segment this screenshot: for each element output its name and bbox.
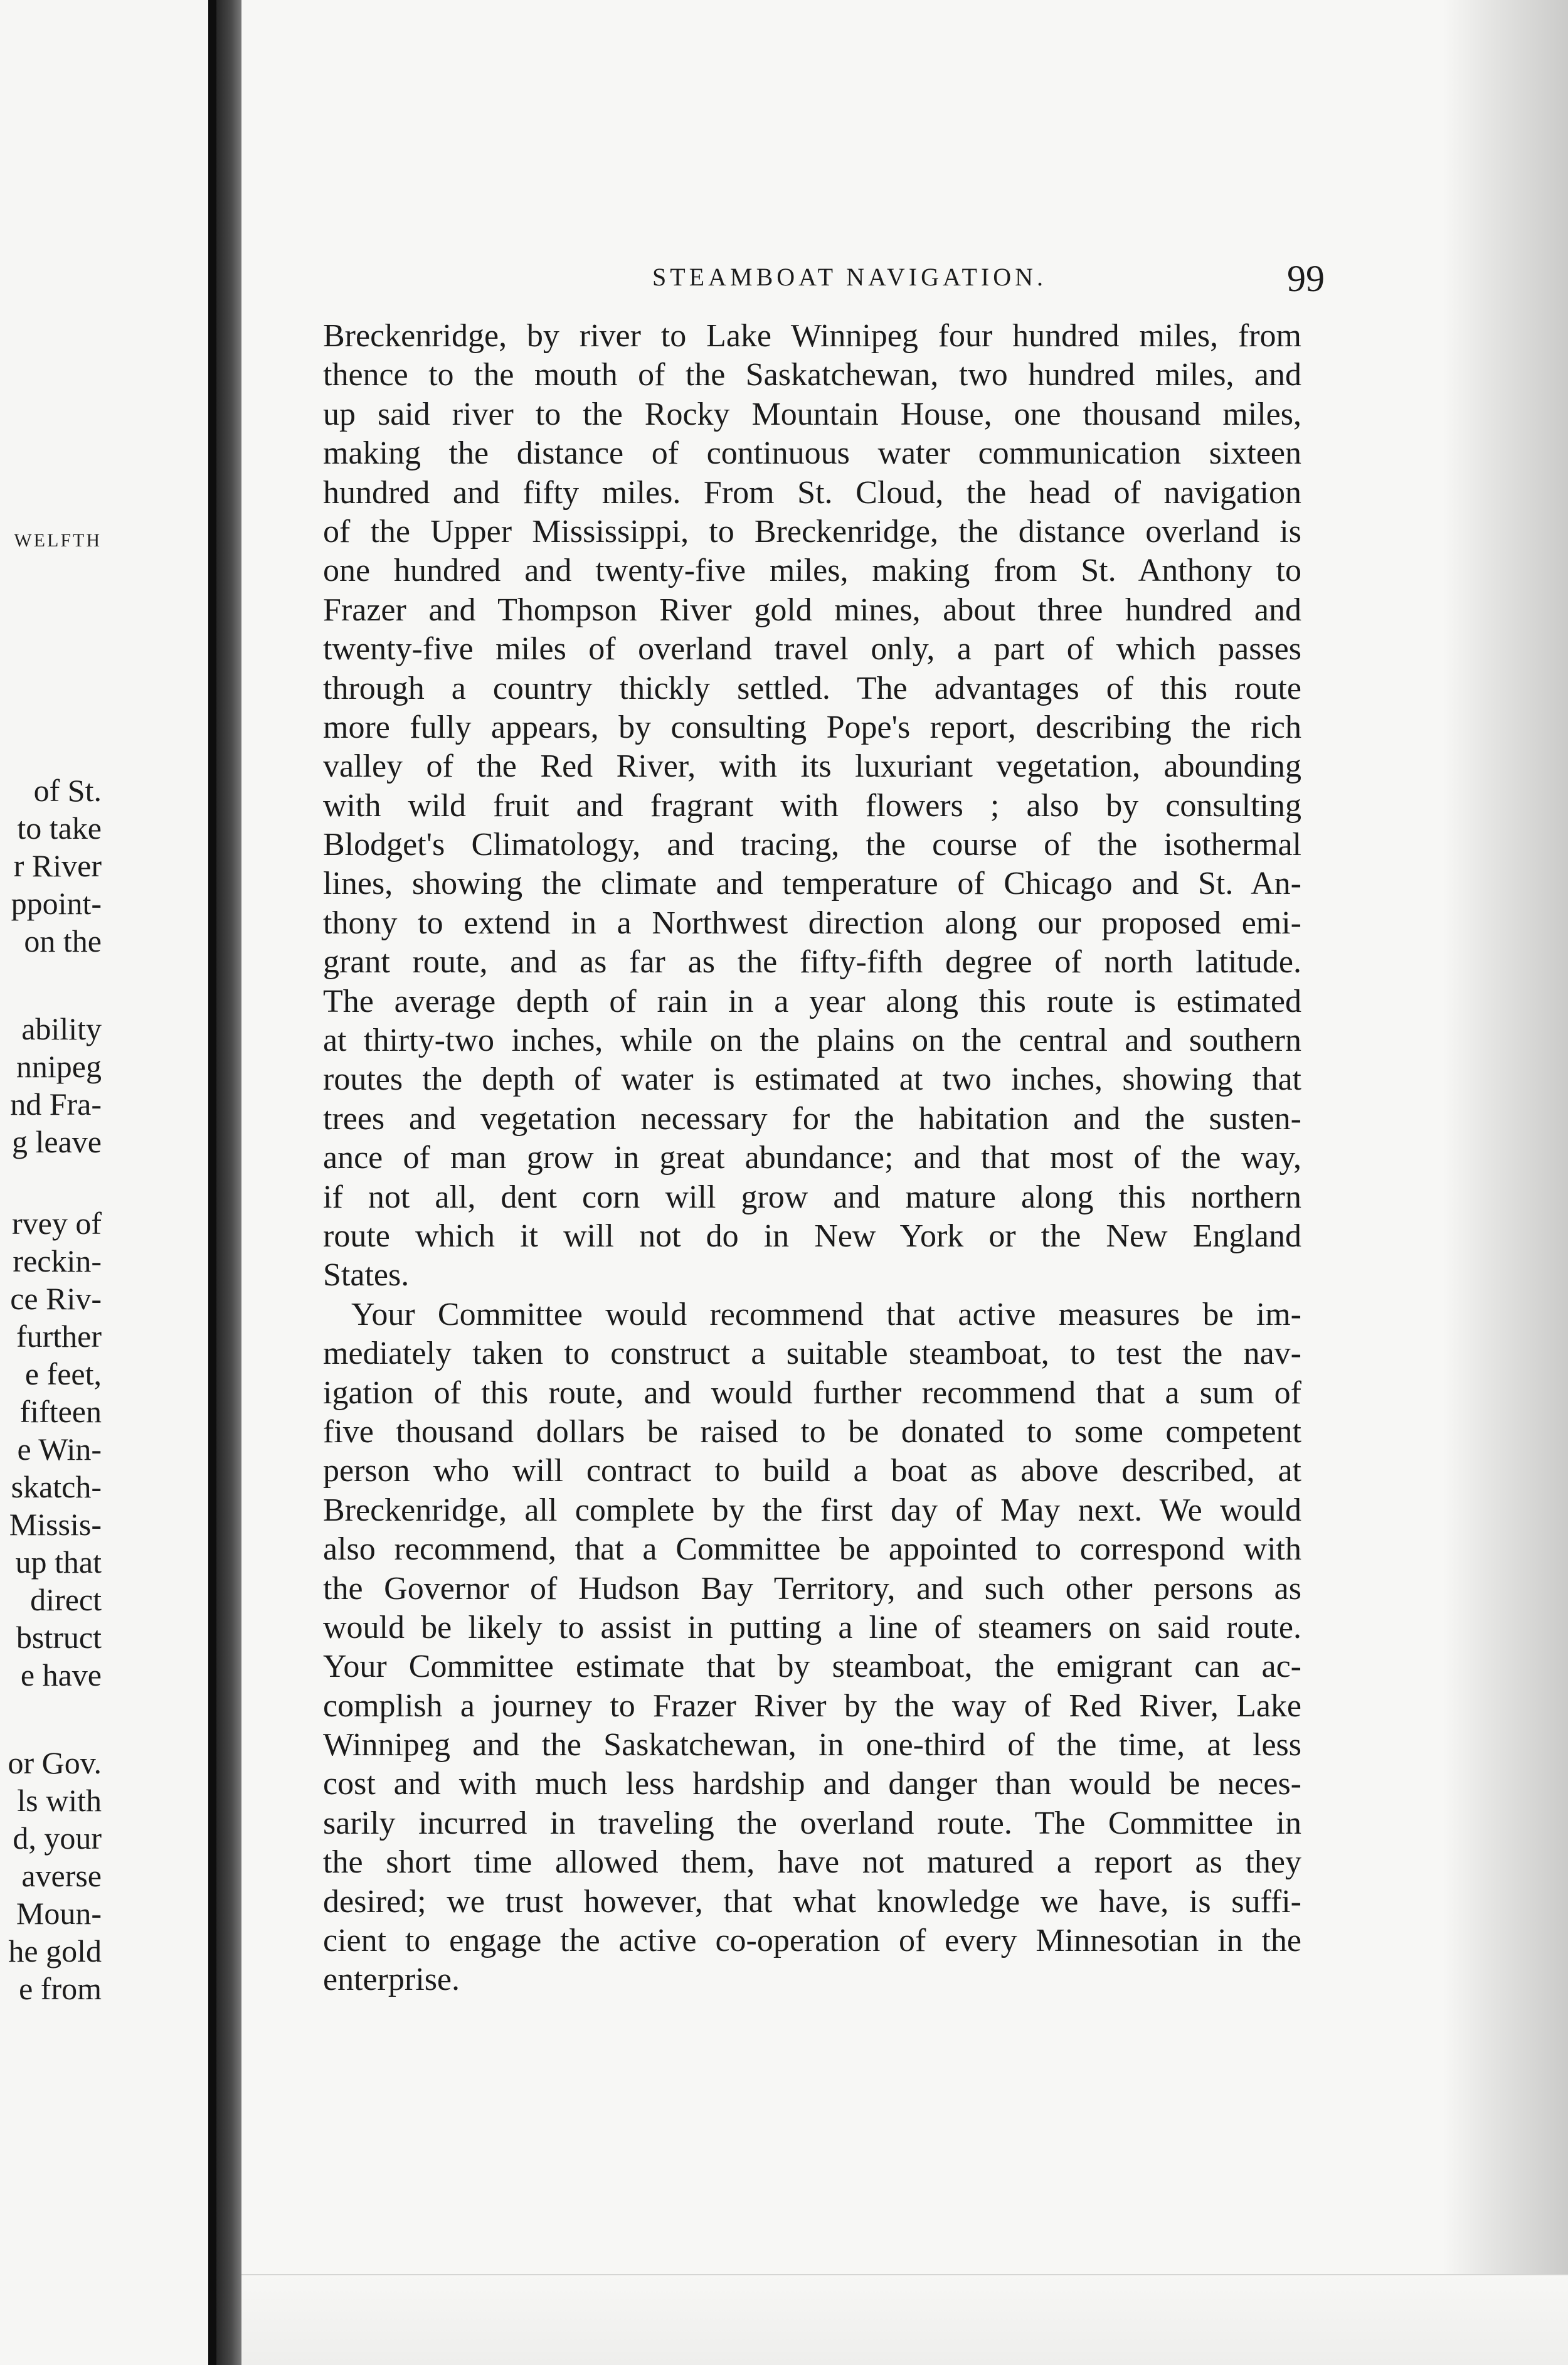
text-line: route which it will not do in New York or the New England: [323, 1218, 1301, 1254]
left-page-line: r River: [13, 848, 102, 883]
left-page-line: e feet,: [24, 1356, 102, 1391]
text-line: through a country thickly settled. The advantages of this route: [323, 670, 1301, 706]
left-page-line: or Gov.: [8, 1745, 102, 1780]
left-page-line: ability: [21, 1011, 102, 1046]
left-page-line: he gold: [8, 1933, 102, 1969]
page-edge-shadow: [1443, 0, 1568, 2365]
left-page-line: Missis-: [9, 1507, 102, 1542]
gutter-shadow: [216, 0, 241, 2365]
text-line: grant route, and as far as the fifty-fifth degree of north latitude.: [323, 944, 1301, 981]
text-line: with wild fruit and fragrant with flowers ; also by consulting: [323, 787, 1301, 824]
text-line: also recommend, that a Committee be appointed to correspond with: [323, 1531, 1301, 1568]
text-line: States.: [323, 1257, 410, 1294]
left-page-line: on the: [24, 923, 102, 959]
left-page-line: up that: [15, 1544, 102, 1580]
text-line: ance of man grow in great abundance; and that most of the way,: [323, 1140, 1301, 1176]
text-line: the Governor of Hudson Bay Territory, and such other persons as: [323, 1570, 1301, 1607]
text-line: of the Upper Mississippi, to Breckenridge, the distance overland is: [323, 513, 1301, 550]
left-page-line: d, your: [13, 1820, 102, 1856]
left-page-line: bstruct: [16, 1620, 102, 1655]
text-line: complish a journey to Frazer River by the way of Red River, Lake: [323, 1687, 1301, 1724]
text-line: would be likely to assist in putting a line of steamers on said route.: [323, 1609, 1301, 1645]
left-page-line: averse: [21, 1858, 102, 1893]
left-facing-page: [0, 0, 208, 2365]
text-line: if not all, dent corn will grow and mature along this northern: [323, 1179, 1301, 1215]
text-line: The average depth of rain in a year along this route is estimated: [323, 983, 1301, 1019]
text-line: cient to engage the active co-operation of every Minnesotian in the: [323, 1923, 1301, 1959]
left-page-line: nd Fra-: [10, 1087, 102, 1122]
text-line: Frazer and Thompson River gold mines, about three hundred and: [323, 592, 1301, 628]
text-line: hundred and fifty miles. From St. Cloud, the head of navigation: [323, 474, 1301, 511]
text-line: routes the depth of water is estimated at two inches, showing that: [323, 1061, 1301, 1098]
text-line: desired; we trust however, that what knowledge we have, is suffi-: [323, 1883, 1301, 1920]
body-text: [323, 317, 1301, 2000]
text-line: five thousand dollars be raised to be donated to some competent: [323, 1413, 1301, 1450]
text-line: lines, showing the climate and temperature of Chicago and St. An-: [323, 866, 1301, 902]
text-line: Your Committee would recommend that active measures be im-: [351, 1296, 1301, 1332]
text-line: Breckenridge, all complete by the first day of May next. We would: [323, 1492, 1301, 1528]
paragraph-2: [323, 1295, 1301, 2000]
left-page-line: skatch-: [11, 1469, 102, 1504]
text-line: enterprise.: [323, 1962, 460, 1998]
left-page-line: reckin-: [13, 1243, 102, 1278]
left-page-line: ls with: [17, 1783, 102, 1818]
left-page-line: further: [16, 1319, 102, 1354]
text-line: trees and vegetation necessary for the habitation and the susten-: [323, 1100, 1301, 1137]
text-line: Breckenridge, by river to Lake Winnipeg four hundred miles, from: [323, 318, 1301, 354]
left-page-line: g leave: [12, 1124, 102, 1159]
text-line: Your Committee estimate that by steamboat, the emigrant can ac-: [323, 1649, 1301, 1685]
text-line: igation of this route, and would further recommend that a sum of: [323, 1374, 1301, 1411]
left-page-line: fifteen: [19, 1394, 102, 1429]
text-line: up said river to the Rocky Mountain House, one thousand miles,: [323, 396, 1301, 432]
left-page-line: nnipeg: [16, 1049, 102, 1084]
left-page-heading: WELFTH: [14, 530, 102, 551]
text-line: at thirty-two inches, while on the plains on the central and southern: [323, 1023, 1301, 1059]
text-line: person who will contract to build a boat as above described, at: [323, 1453, 1301, 1489]
text-line: thony to extend in a Northwest direction along our proposed emi-: [323, 905, 1301, 941]
text-line: the short time allowed them, have not matured a report as they: [323, 1844, 1301, 1881]
text-line: sarily incurred in traveling the overland route. The Committee in: [323, 1805, 1301, 1841]
running-head: STEAMBOAT NAVIGATION.: [652, 263, 1047, 291]
paragraph-1: [323, 317, 1301, 1295]
text-line: one hundred and twenty-five miles, making from St. Anthony to: [323, 553, 1301, 589]
left-page-line: e Win-: [17, 1432, 102, 1467]
text-line: cost and with much less hardship and danger than would be neces-: [323, 1766, 1301, 1802]
left-page-line: ce Riv-: [10, 1281, 102, 1316]
left-page-line: e from: [19, 1971, 102, 2006]
left-page-line: ppoint-: [11, 886, 102, 921]
page-number: 99: [1287, 258, 1325, 299]
text-line: valley of the Red River, with its luxuriant vegetation, abounding: [323, 748, 1301, 785]
left-page-line: of St.: [33, 773, 102, 808]
left-page-line: e have: [20, 1657, 102, 1693]
text-line: Winnipeg and the Saskatchewan, in one-third of the time, at less: [323, 1727, 1301, 1763]
page-bottom-edge: [241, 2274, 1568, 2365]
text-line: twenty-five miles of overland travel only, a part of which passes: [323, 631, 1301, 667]
text-line: Blodget's Climatology, and tracing, the course of the isothermal: [323, 827, 1301, 863]
text-line: making the distance of continuous water communication sixteen: [323, 435, 1301, 472]
text-line: more fully appears, by consulting Pope's report, describing the rich: [323, 709, 1301, 745]
text-line: thence to the mouth of the Saskatchewan, two hundred miles, and: [323, 357, 1301, 393]
left-page-line: direct: [30, 1582, 102, 1617]
left-page-line: Moun-: [16, 1896, 102, 1931]
left-page-line: rvey of: [12, 1206, 102, 1241]
left-page-line: to take: [17, 810, 102, 846]
text-line: mediately taken to construct a suitable steamboat, to test the nav-: [323, 1336, 1301, 1372]
